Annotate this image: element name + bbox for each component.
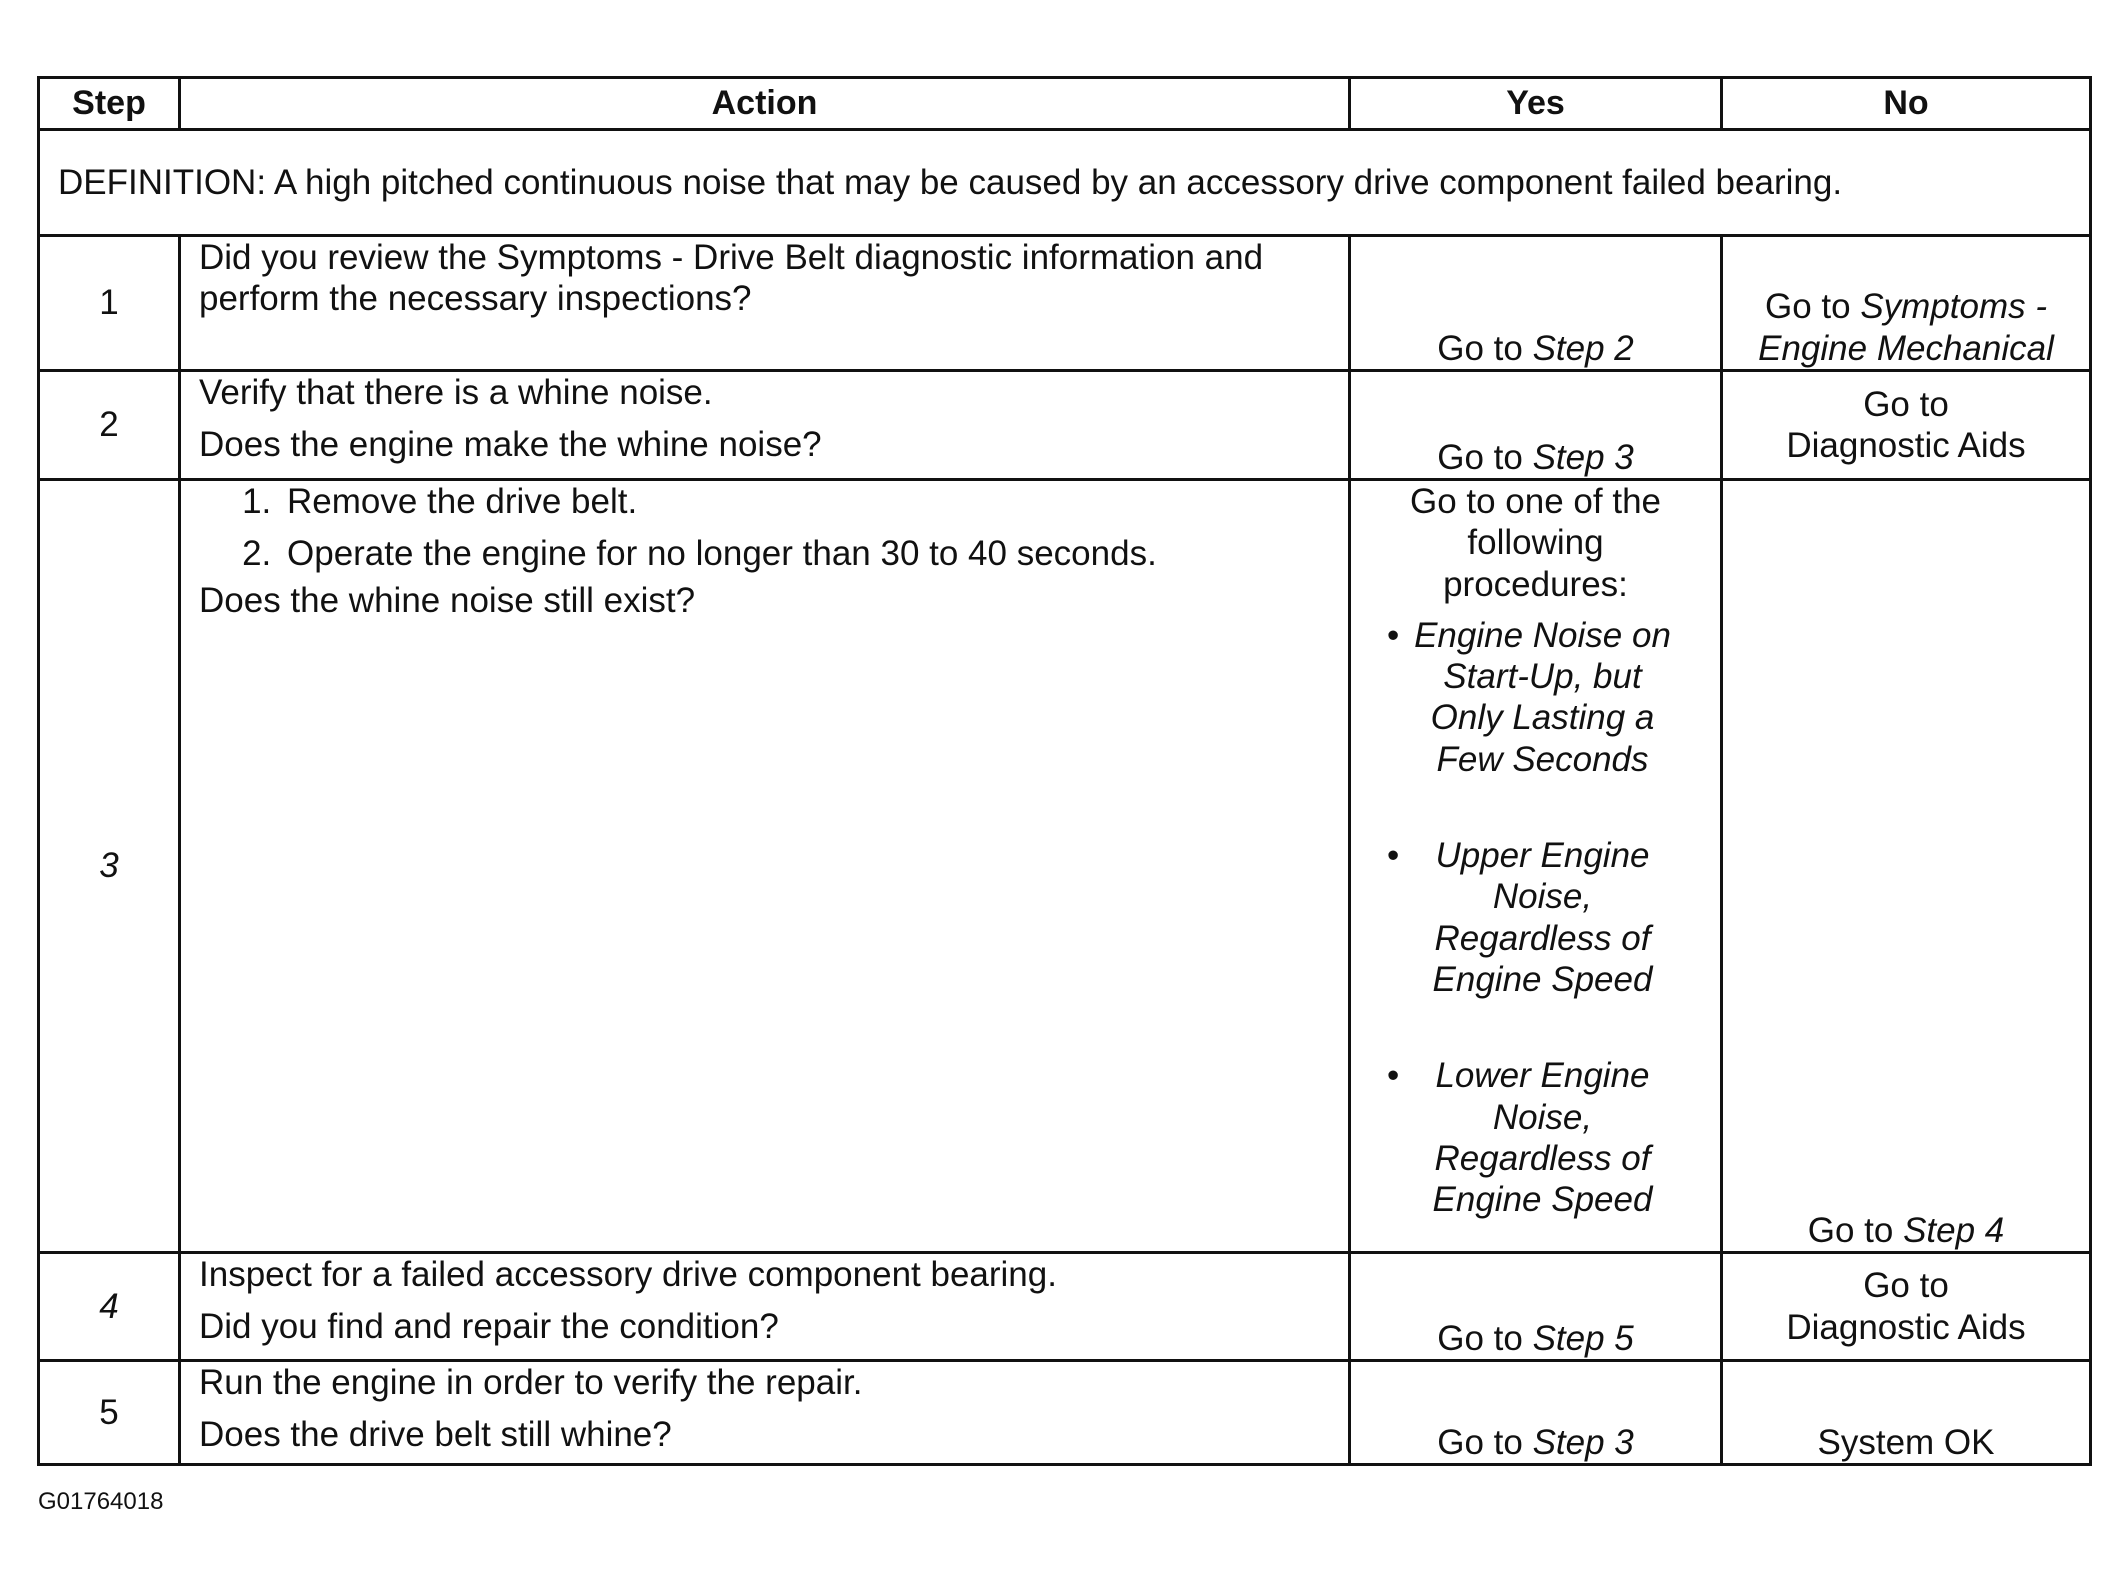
- no-line-2: Diagnostic Aids: [1786, 426, 2026, 465]
- figure-id: G01764018: [38, 1488, 164, 1515]
- action-cell: [180, 236, 1350, 371]
- table-row: [39, 371, 2091, 480]
- table-row: [39, 1361, 2091, 1465]
- action-cell: [180, 480, 1350, 1253]
- step-number: 5: [39, 1361, 180, 1465]
- action-list-item: 1. Remove the drive belt.: [281, 481, 1330, 522]
- action-text: Verify that there is a whine noise.: [199, 373, 713, 412]
- procedure-label: Engine Noise on Start-Up, but Only Lasting a Few Seconds: [1414, 615, 1671, 779]
- no-text: System OK: [1817, 1422, 1995, 1462]
- header-yes: Yes: [1350, 78, 1722, 130]
- no-cell: [1722, 371, 2091, 480]
- header-step: Step: [39, 78, 180, 130]
- action-cell: [180, 1253, 1350, 1361]
- action-list-item: 2. Operate the engine for no longer than 30 to 40 seconds.: [281, 533, 1330, 574]
- no-line-2: Diagnostic Aids: [1786, 1307, 2026, 1347]
- bullet-icon: •: [1387, 836, 1400, 876]
- action-question: Does the drive belt still whine?: [199, 1415, 672, 1455]
- action-cell: [180, 1361, 1350, 1465]
- bullet-icon: •: [1387, 615, 1400, 655]
- no-step-link: Step 4: [1903, 1210, 2005, 1250]
- step-number: 2: [39, 371, 180, 480]
- yes-step-link: Step 2: [1532, 328, 1634, 368]
- yes-cell: [1350, 480, 1722, 1253]
- yes-intro: Go to one of the following procedures:: [1409, 482, 1661, 604]
- yes-prefix: Go to: [1437, 1318, 1533, 1358]
- yes-cell: [1350, 236, 1722, 371]
- yes-step-link: Step 3: [1532, 437, 1634, 477]
- diagnostic-table: [37, 76, 2092, 1466]
- procedure-label: Upper Engine Noise, Regardless of Engine Speed: [1432, 836, 1653, 999]
- definition-text: DEFINITION: A high pitched continuous noise that may be caused by an accessory drive component failed bearing.: [39, 130, 2091, 236]
- yes-step-link: Step 5: [1532, 1318, 1634, 1358]
- step-number: 3: [39, 480, 180, 1253]
- action-text: Run the engine in order to verify the repair.: [199, 1363, 863, 1402]
- table-row: [39, 480, 2091, 1253]
- yes-step-link: Step 3: [1532, 1422, 1634, 1462]
- no-cell: [1722, 1253, 2091, 1361]
- no-prefix: Go to: [1807, 1210, 1904, 1250]
- action-text: Inspect for a failed accessory drive component bearing.: [199, 1255, 1057, 1294]
- procedure-label: Lower Engine Noise, Regardless of Engine Speed: [1432, 1056, 1653, 1220]
- yes-prefix: Go to: [1437, 437, 1533, 477]
- yes-cell: [1350, 1253, 1722, 1361]
- yes-prefix: Go to: [1437, 328, 1533, 368]
- no-cell: [1722, 1361, 2091, 1465]
- action-question: Did you find and repair the condition?: [199, 1307, 779, 1347]
- no-line-1: Go to: [1863, 384, 1949, 424]
- step-number: 4: [39, 1253, 180, 1361]
- yes-cell: [1350, 371, 1722, 480]
- no-line-1: Go to: [1863, 1266, 1949, 1306]
- procedure-item: [1369, 1055, 1702, 1220]
- action-text: Did you review the Symptoms - Drive Belt diagnostic information and perform the necessary inspections?: [199, 238, 1264, 319]
- procedure-list: [1369, 615, 1702, 1221]
- procedure-item: [1369, 615, 1702, 780]
- action-cell: [180, 371, 1350, 480]
- step-number: 1: [39, 236, 180, 371]
- action-question: Does the engine make the whine noise?: [199, 425, 822, 465]
- table-row: [39, 236, 2091, 371]
- header-row: [39, 78, 2091, 130]
- header-action: Action: [180, 78, 1350, 130]
- no-link: Symptoms - Engine Mechanical: [1758, 287, 2054, 368]
- procedure-item: [1369, 835, 1702, 1000]
- no-prefix: Go to: [1764, 287, 1861, 327]
- definition-row: [39, 130, 2091, 236]
- no-cell: [1722, 480, 2091, 1253]
- no-cell: [1722, 236, 2091, 371]
- action-question: Does the whine noise still exist?: [199, 580, 696, 620]
- header-no: No: [1722, 78, 2091, 130]
- bullet-icon: •: [1387, 1056, 1400, 1096]
- table-row: [39, 1253, 2091, 1361]
- yes-cell: [1350, 1361, 1722, 1465]
- yes-prefix: Go to: [1437, 1422, 1533, 1462]
- action-list: [199, 481, 1330, 575]
